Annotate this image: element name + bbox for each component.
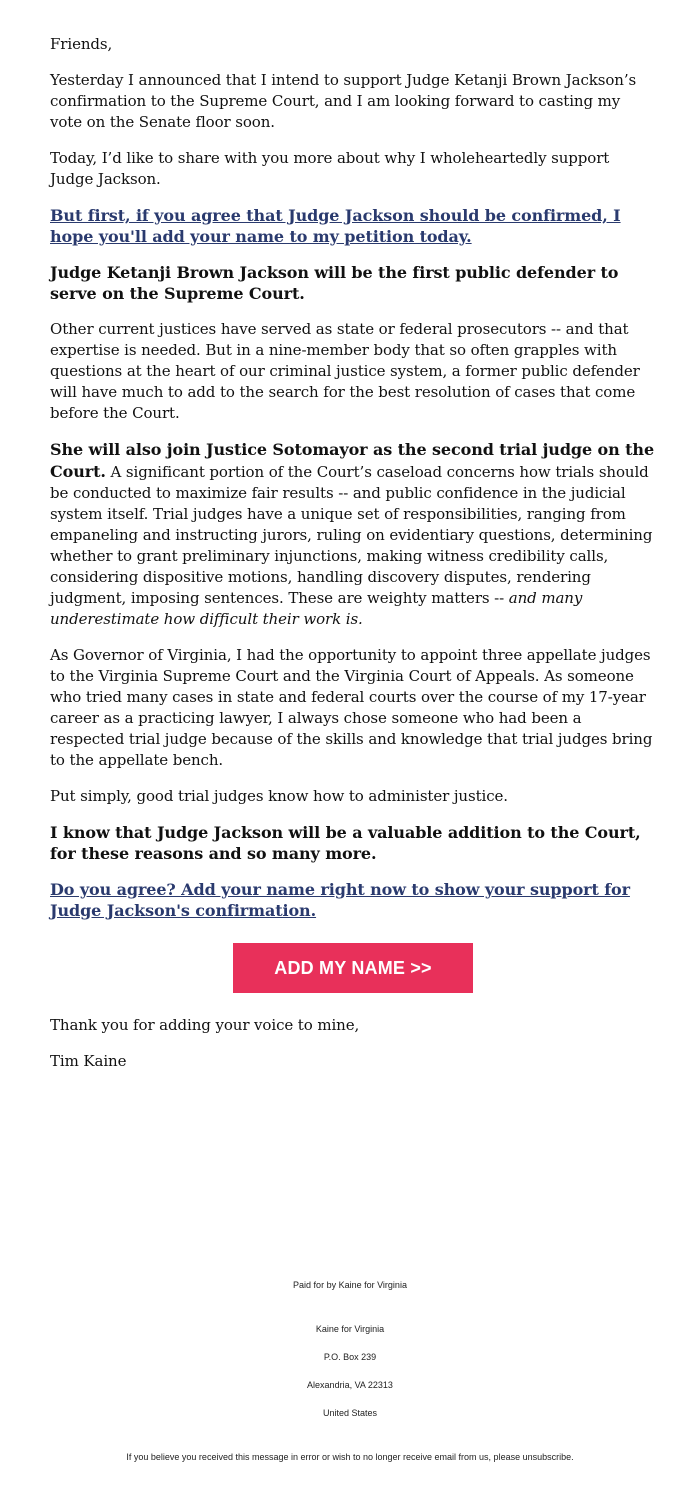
paragraph-announcement: Yesterday I announced that I intend to support Judge Ketanji Brown Jackson’s confirmation to the Supreme Court, and I am looking forward to casting my vote on the Senate floor soon.: [50, 71, 637, 131]
footer-country: United States: [322, 1408, 378, 1418]
paragraph-prosecutors: Other current justices have served as state or federal prosecutors -- and that expertise is needed. But in a nine-member body that so often grapples with questions at the heart of our criminal justice system, a former public defender will have much to add to the search for the best resolution of cases that come before the Court.: [50, 320, 640, 422]
paragraph-put-simply: Put simply, good trial judges know how to administer justice.: [50, 787, 508, 805]
email-body: [50, 34, 656, 1087]
footer-org: Kaine for Virginia: [315, 1324, 385, 1334]
unsubscribe-notice[interactable]: If you believe you received this message in error or wish to no longer receive email from us, please unsubscribe.: [126, 1452, 574, 1462]
support-link[interactable]: Do you agree? Add your name right now to show your support for Judge Jackson's confirmation.: [50, 880, 630, 920]
trial-judge-lead: She will also join Justice Sotomayor as the second trial judge on the Court.: [50, 440, 655, 481]
petition-link[interactable]: But first, if you agree that Judge Jackson should be confirmed, I hope you'll add your name to my petition today.: [50, 206, 621, 246]
closing: Thank you for adding your voice to mine,: [50, 1016, 360, 1034]
paragraph-governor: As Governor of Virginia, I had the opportunity to appoint three appellate judges to the Virginia Supreme Court and the Virginia Court of Appeals. As someone who tried many cases in state and federal courts over the course of my 17-year career as a practicing lawyer, I always chose someone who had been a respected trial judge because of the skills and knowledge that trial judges bring to the appellate bench.: [50, 646, 653, 769]
paragraph-share: Today, I’d like to share with you more about why I wholeheartedly support Judge Jackson.: [50, 149, 610, 188]
paragraph-trial-judge: [50, 439, 656, 630]
trial-judge-italic: and many underestimate how difficult their work is.: [50, 589, 583, 628]
trial-judge-body: A significant portion of the Court’s caseload concerns how trials should be conducted to maximize fair results -- and public confidence in the judicial system itself. Trial judges have a unique set of responsibilities, ranging from empaneling and instructing jurors, ruling on evidentiary questions, determining whether to grant preliminary injunctions, making witness credibility calls, considering dispositive motions, handling discovery disputes, rendering judgment, imposing sentences. These are weighty matters --: [50, 463, 653, 607]
cta-container: [50, 943, 656, 993]
add-my-name-button[interactable]: ADD MY NAME >>: [233, 943, 473, 993]
heading-valuable-addition: I know that Judge Jackson will be a valuable addition to the Court, for these reasons and so many more.: [50, 823, 641, 863]
greeting: Friends,: [50, 35, 113, 53]
paid-for-disclaimer: Paid for by Kaine for Virginia: [293, 1280, 407, 1290]
footer-po-box: P.O. Box 239: [323, 1352, 377, 1362]
heading-public-defender: Judge Ketanji Brown Jackson will be the first public defender to serve on the Supreme Court.: [50, 263, 619, 303]
signature: Tim Kaine: [50, 1052, 127, 1070]
footer-city: Alexandria, VA 22313: [307, 1380, 393, 1390]
